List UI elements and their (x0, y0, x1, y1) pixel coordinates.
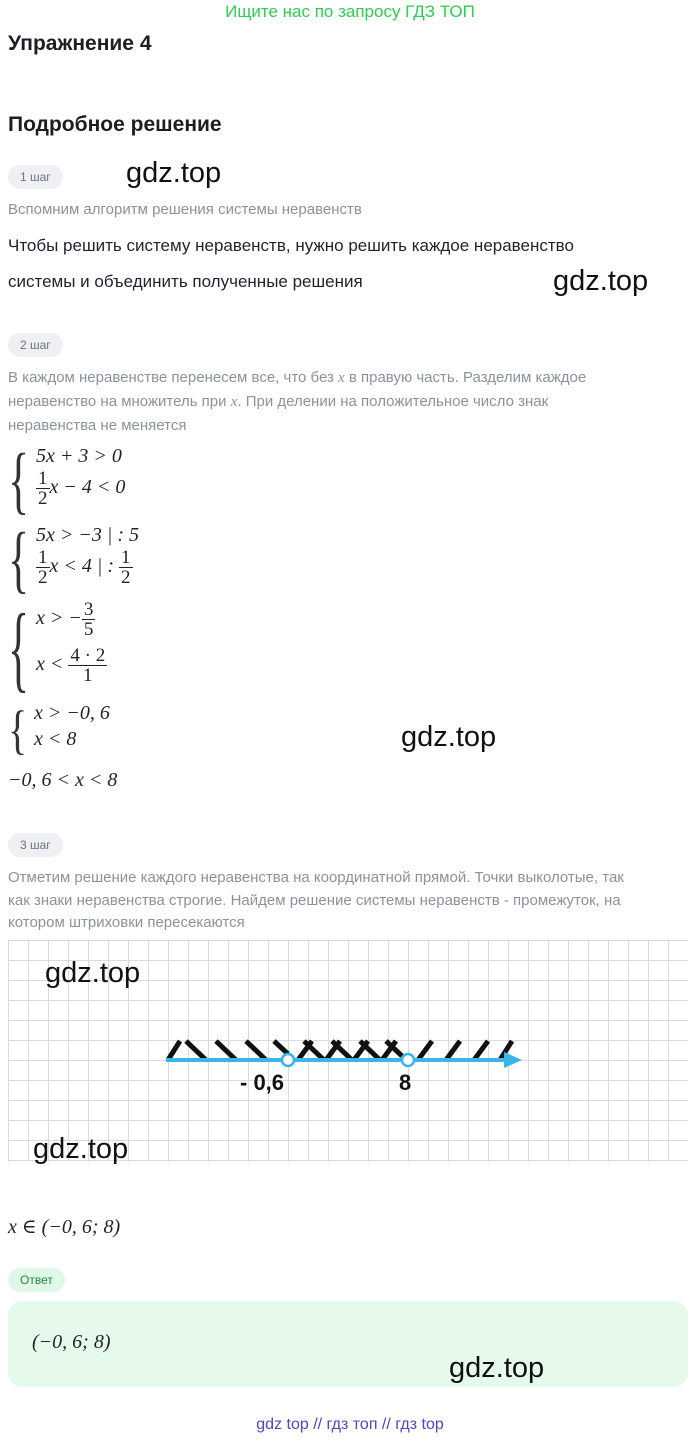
hint-text: в правую часть. Разделим каждое (344, 369, 587, 386)
system-4 (8, 699, 208, 761)
hatch-line-left (274, 1041, 288, 1054)
system-3-row-2 (36, 646, 107, 685)
step-3-hint-line-2: как знаки неравенства строгие. Найдем решение системы неравенств - промежуток, на (8, 892, 621, 909)
step-3-hint-line-3: котором штриховки пересекаются (8, 914, 245, 931)
brace-icon: { (8, 517, 30, 601)
step-2-badge: 2 шаг (8, 333, 63, 357)
watermark: gdz.top (45, 957, 141, 989)
fraction: $\frac{4 \cdot 2}{1}$ (70, 645, 106, 686)
row-head: x > − (36, 607, 82, 630)
axis-arrow-icon (504, 1052, 522, 1068)
var-x: x (230, 394, 238, 410)
double-inequality: −0, 6 < x < 8 (8, 769, 118, 791)
step-1-hint: Вспомним алгоритм решения системы неравенств (8, 201, 362, 218)
system-1-row-2 (36, 469, 125, 508)
row-mid: x < 4 | : (49, 555, 120, 578)
point-label-right: 8 (399, 1070, 412, 1095)
step-3-badge: 3 шаг (8, 833, 63, 857)
open-point-left (282, 1054, 294, 1066)
system-2-row-1: 5x > −3 | : 5 (36, 524, 140, 546)
watermark: gdz.top (553, 265, 649, 297)
search-hint-link[interactable]: Ищите нас по запросу ГДЗ ТОП (225, 2, 475, 21)
brace-icon: { (8, 594, 30, 702)
answer-value: (−0, 6; 8) (32, 1331, 111, 1353)
system-4-row-2: x < 8 (34, 728, 77, 750)
hatch-line-right (446, 1041, 460, 1060)
row-head: x < (36, 653, 69, 676)
var-x: x (338, 370, 345, 386)
watermark: gdz.top (449, 1352, 545, 1384)
step-3-hint-line-1: Отметим решение каждого неравенства на координатной прямой. Точки выколотые, так (8, 869, 624, 886)
watermark: gdz.top (33, 1133, 129, 1165)
brace-icon: { (8, 699, 28, 761)
watermark: gdz.top (401, 721, 497, 753)
system-3 (8, 594, 228, 702)
number-line-figure (8, 940, 688, 1165)
step-2-hint-line-1 (8, 366, 688, 390)
page-title: Упражнение 4 (8, 32, 152, 55)
fraction: $\frac{1}{2}$ (121, 547, 131, 588)
step-2-hint-line-3: неравенства не меняется (8, 417, 187, 434)
answer-badge: Ответ (8, 1268, 65, 1292)
system-2 (8, 517, 228, 601)
system-4-row-1: x > −0, 6 (34, 702, 110, 724)
system-2-row-2 (36, 548, 133, 587)
solution-heading: Подробное решение (8, 113, 222, 136)
hatch-line-left (246, 1041, 266, 1060)
fraction: $\frac{3}{5}$ (83, 599, 94, 640)
fraction: $\frac{1}{2}$ (38, 468, 48, 509)
hatch-line-right (474, 1041, 488, 1060)
solution-set: x ∈ (−0, 6; 8) (8, 1216, 121, 1238)
hatch-line-left (168, 1041, 180, 1060)
step-1-badge: 1 шаг (8, 165, 63, 189)
step-1-text-line-2: системы и объединить полученные решения (8, 272, 363, 291)
hatch-line-left (186, 1041, 206, 1060)
hatch-line-right (418, 1041, 432, 1060)
system-1 (8, 438, 208, 522)
point-label-left: - 0,6 (240, 1070, 285, 1095)
fraction: $\frac{1}{2}$ (38, 547, 48, 588)
footer-links[interactable]: gdz top // гдз топ // гдз top (256, 1416, 444, 1433)
step-1-text-line-1: Чтобы решить систему неравенств, нужно решить каждое неравенство (8, 236, 574, 255)
hatching (168, 1041, 512, 1060)
hint-text: неравенство на множитель при (8, 393, 231, 410)
watermark: gdz.top (126, 157, 222, 189)
step-2-hint-line-2 (8, 390, 688, 414)
hint-text: В каждом неравенстве перенесем все, что без (8, 369, 339, 386)
system-1-row-1: 5x + 3 > 0 (36, 445, 122, 467)
hint-text: . При делении на положительное число знак (237, 393, 549, 410)
system-3-row-1 (36, 600, 95, 639)
open-point-right (402, 1054, 414, 1066)
hatch-line-left (216, 1041, 236, 1060)
brace-icon: { (8, 438, 30, 522)
answer-box (8, 1301, 688, 1387)
row-tail: x − 4 < 0 (49, 476, 126, 499)
